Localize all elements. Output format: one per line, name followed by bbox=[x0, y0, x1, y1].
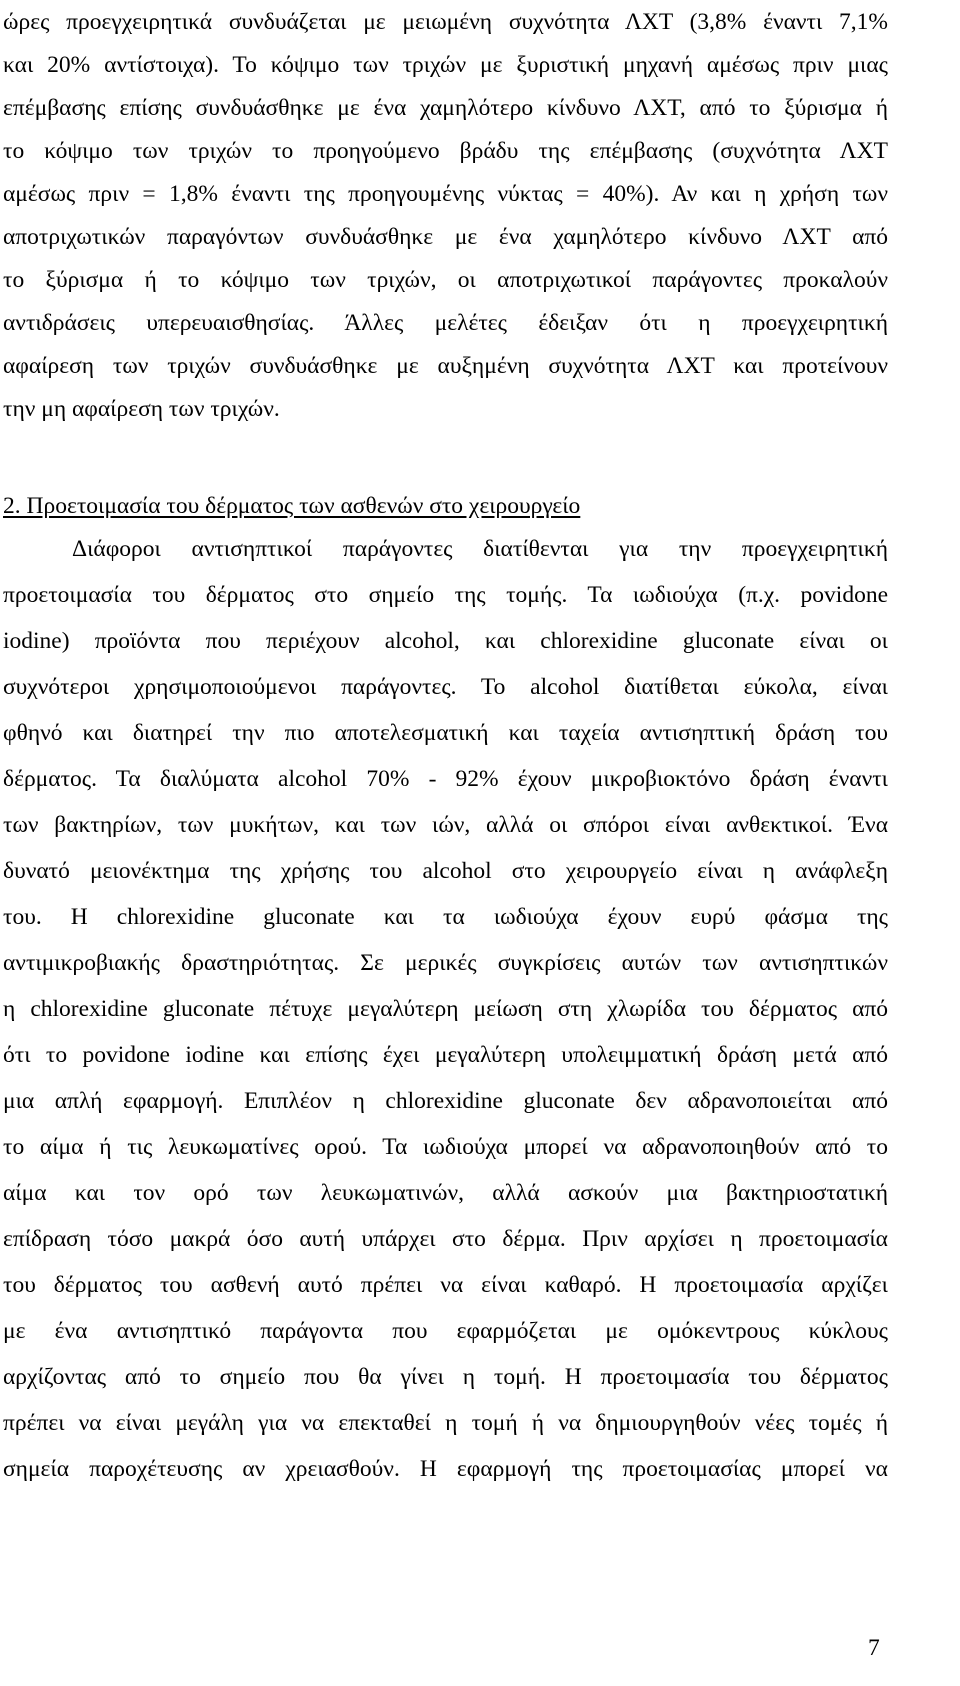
text-line: Διάφοροι αντισηπτικοί παράγοντες διατίθενται για την προεγχειρητική bbox=[72, 536, 888, 562]
text-line: αντιδράσεις υπερευαισθησίας. Άλλες μελέτες έδειξαν ότι η προεγχειρητική bbox=[3, 310, 888, 336]
text-line: αμέσως πριν = 1,8% έναντι της προηγουμένης νύκτας = 40%). Αν και η χρήση των bbox=[3, 181, 888, 207]
text-line: σημεία παροχέτευσης αν χρειασθούν. Η εφαρμογή της προετοιμασίας μπορεί να bbox=[3, 1456, 888, 1482]
text-line: ότι το povidone iodine και επίσης έχει μεγαλύτερη υπολειμματική δράση μετά από bbox=[3, 1042, 888, 1068]
text-line: δέρματος. Τα διαλύματα alcohol 70% - 92% έχουν μικροβιοκτόνο δράση έναντι bbox=[3, 766, 888, 792]
text-line: ώρες προεγχειρητικά συνδυάζεται με μειωμένη συχνότητα ΛΧΤ (3,8% έναντι 7,1% bbox=[3, 9, 888, 35]
text-line: του δέρματος του ασθενή αυτό πρέπει να είναι καθαρό. Η προετοιμασία αρχίζει bbox=[3, 1272, 888, 1298]
text-line: πρέπει να είναι μεγάλη για να επεκταθεί η τομή ή να δημιουργηθούν νέες τομές ή bbox=[3, 1410, 888, 1436]
text-line: αρχίζοντας από το σημείο που θα γίνει η τομή. Η προετοιμασία του δέρματος bbox=[3, 1364, 888, 1390]
text-line: η chlorexidine gluconate πέτυχε μεγαλύτερη μείωση στη χλωρίδα του δέρματος από bbox=[3, 996, 888, 1022]
text-line: αίμα και τον ορό των λευκωματινών, αλλά ασκούν μια βακτηριοστατική bbox=[3, 1180, 888, 1206]
text-line: το ξύρισμα ή το κόψιμο των τριχών, οι αποτριχωτικοί παράγοντες προκαλούν bbox=[3, 267, 888, 293]
text-line: συχνότεροι χρησιμοποιούμενοι παράγοντες. Το alcohol διατίθεται εύκολα, είναι bbox=[3, 674, 888, 700]
page-number: 7 bbox=[868, 1635, 880, 1661]
text-line: και 20% αντίστοιχα). Το κόψιμο των τριχών με ξυριστική μηχανή αμέσως πριν μιας bbox=[3, 52, 888, 78]
text-line: φθηνό και διατηρεί την πιο αποτελεσματική και ταχεία αντισηπτική δράση του bbox=[3, 720, 888, 746]
text-line: προετοιμασία του δέρματος στο σημείο της τομής. Τα ιωδιούχα (π.χ. povidone bbox=[3, 582, 888, 608]
text-line: την μη αφαίρεση των τριχών. bbox=[3, 396, 280, 422]
text-line: επέμβασης επίσης συνδυάσθηκε με ένα χαμηλότερο κίνδυνο ΛΧΤ, από το ξύρισμα ή bbox=[3, 95, 888, 121]
text-line: δυνατό μειονέκτημα της χρήσης του alcohol στο χειρουργείο είναι η ανάφλεξη bbox=[3, 858, 888, 884]
section-heading: 2. Προετοιμασία του δέρματος των ασθενών στο χειρουργείο bbox=[3, 493, 581, 519]
text-line: των βακτηρίων, των μυκήτων, και των ιών, αλλά οι σπόροι είναι ανθεκτικοί. Ένα bbox=[3, 812, 888, 838]
text-line: με ένα αντισηπτικό παράγοντα που εφαρμόζεται με ομόκεντρους κύκλους bbox=[3, 1318, 888, 1344]
text-line: το κόψιμο των τριχών το προηγούμενο βράδυ της επέμβασης (συχνότητα ΛΧΤ bbox=[3, 138, 888, 164]
text-line: iodine) προϊόντα που περιέχουν alcohol, και chlorexidine gluconate είναι οι bbox=[3, 628, 888, 654]
text-line: το αίμα ή τις λευκωματίνες ορού. Τα ιωδιούχα μπορεί να αδρανοποιηθούν από το bbox=[3, 1134, 888, 1160]
text-line: αντιμικροβιακής δραστηριότητας. Σε μερικές συγκρίσεις αυτών των αντισηπτικών bbox=[3, 950, 888, 976]
text-line: επίδραση τόσο μακρά όσο αυτή υπάρχει στο δέρμα. Πριν αρχίσει η προετοιμασία bbox=[3, 1226, 888, 1252]
text-line: του. Η chlorexidine gluconate και τα ιωδιούχα έχουν ευρύ φάσμα της bbox=[3, 904, 888, 930]
text-line: μια απλή εφαρμογή. Επιπλέον η chlorexidine gluconate δεν αδρανοποιείται από bbox=[3, 1088, 888, 1114]
text-line: αφαίρεση των τριχών συνδυάσθηκε με αυξημένη συχνότητα ΛΧΤ και προτείνουν bbox=[3, 353, 888, 379]
text-line: αποτριχωτικών παραγόντων συνδυάσθηκε με ένα χαμηλότερο κίνδυνο ΛΧΤ από bbox=[3, 224, 888, 250]
